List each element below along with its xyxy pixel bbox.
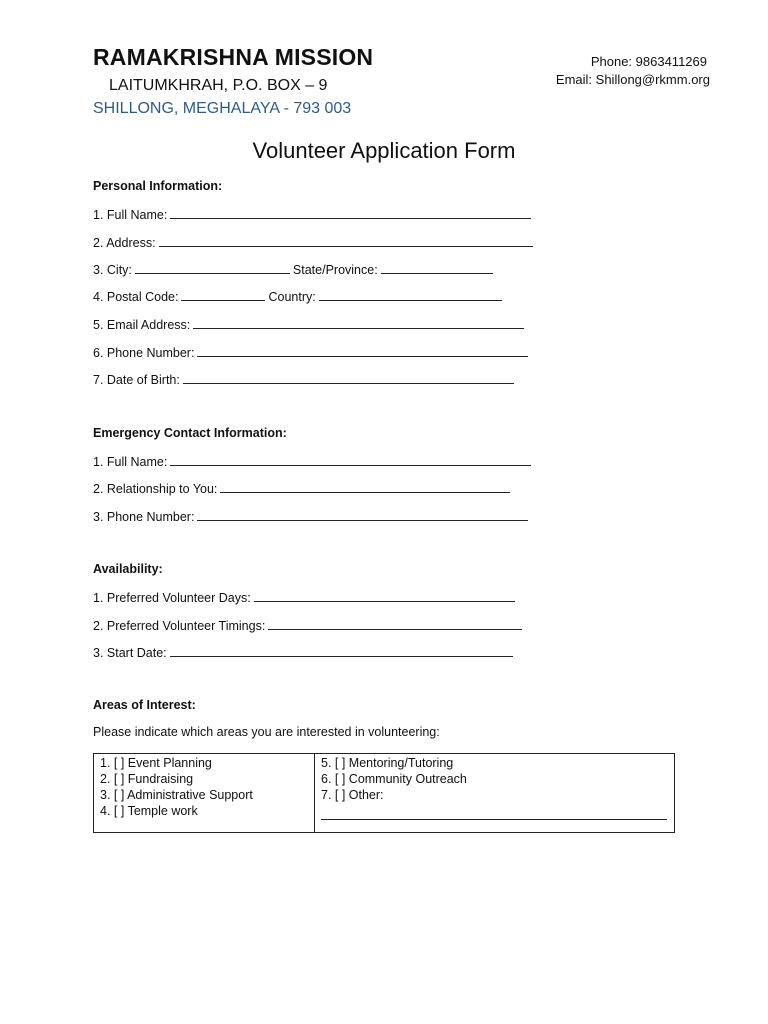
personal-country-input-line[interactable]: [319, 288, 502, 301]
interest-option-fundraising[interactable]: 2. [ ] Fundraising: [100, 772, 194, 786]
availability-timings-field[interactable]: [93, 617, 522, 633]
field-label: 2. Relationship to You:: [93, 482, 218, 496]
emergency-phone-input-line[interactable]: [197, 508, 528, 521]
availability-timings-input-line[interactable]: [268, 617, 522, 630]
interests-right-column: [315, 754, 675, 833]
interest-option-event-planning[interactable]: 1. [ ] Event Planning: [100, 756, 212, 770]
emergency-heading: Emergency Contact Information:: [93, 426, 287, 440]
personal-postal-country-field[interactable]: [93, 288, 502, 304]
address-line-2: SHILLONG, MEGHALAYA - 793 003: [93, 100, 352, 117]
availability-start-field[interactable]: [93, 644, 513, 660]
interests-heading: Areas of Interest:: [93, 698, 196, 712]
organization-name: RAMAKRISHNA MISSION: [93, 44, 374, 70]
interest-option-mentoring[interactable]: 5. [ ] Mentoring/Tutoring: [321, 756, 454, 770]
emergency-relationship-input-line[interactable]: [220, 480, 510, 493]
interest-other-input-line[interactable]: [321, 805, 667, 820]
interest-option-community-outreach[interactable]: 6. [ ] Community Outreach: [321, 772, 467, 786]
emergency-full-name-field[interactable]: [93, 453, 531, 469]
personal-dob-field[interactable]: [93, 371, 514, 387]
availability-days-field[interactable]: [93, 589, 515, 605]
field-label: 6. Phone Number:: [93, 346, 195, 360]
personal-email-input-line[interactable]: [193, 316, 524, 329]
field-label: 4. Postal Code:: [93, 290, 179, 304]
personal-full-name-field[interactable]: [93, 206, 531, 222]
availability-heading: Availability:: [93, 562, 163, 576]
personal-dob-input-line[interactable]: [183, 371, 514, 384]
personal-postal-input-line[interactable]: [181, 288, 265, 301]
email-text: Email: Shillong@rkmm.org: [555, 72, 710, 87]
field-label: 1. Full Name:: [93, 208, 168, 222]
field-label: 3. City:: [93, 263, 132, 277]
interests-left-column: [94, 754, 315, 833]
personal-phone-input-line[interactable]: [197, 344, 528, 357]
emergency-phone-field[interactable]: [93, 508, 528, 524]
availability-days-input-line[interactable]: [254, 589, 515, 602]
personal-info-heading: Personal Information:: [93, 179, 223, 193]
personal-phone-field[interactable]: [93, 344, 528, 360]
field-label: 2. Preferred Volunteer Timings:: [93, 619, 266, 633]
contact-block: [556, 53, 710, 89]
personal-email-field[interactable]: [93, 316, 524, 332]
field-label: Country:: [268, 290, 316, 304]
personal-address-input-line[interactable]: [159, 234, 533, 247]
personal-state-input-line[interactable]: [381, 261, 493, 274]
interests-intro: Please indicate which areas you are interested in volunteering:: [93, 725, 440, 739]
phone-text: Phone: 9863411269: [590, 54, 707, 69]
interest-option-other[interactable]: 7. [ ] Other:: [321, 788, 384, 802]
interests-table: [93, 753, 675, 833]
field-label: State/Province:: [292, 263, 378, 277]
personal-full-name-input-line[interactable]: [170, 206, 531, 219]
field-label: 3. Start Date:: [93, 646, 167, 660]
field-label: 5. Email Address:: [93, 318, 191, 332]
interest-option-temple-work[interactable]: 4. [ ] Temple work: [100, 804, 198, 818]
personal-address-field[interactable]: [93, 234, 533, 250]
emergency-relationship-field[interactable]: [93, 480, 510, 496]
field-label: 1. Preferred Volunteer Days:: [93, 591, 251, 605]
form-title: Volunteer Application Form: [252, 138, 516, 163]
field-label: 7. Date of Birth:: [93, 373, 180, 387]
availability-start-input-line[interactable]: [170, 644, 513, 657]
interest-option-administrative-support[interactable]: 3. [ ] Administrative Support: [100, 788, 253, 802]
field-label: 3. Phone Number:: [93, 510, 195, 524]
address-line-1: LAITUMKHRAH, P.O. BOX – 9: [109, 77, 328, 94]
emergency-full-name-input-line[interactable]: [170, 453, 531, 466]
personal-city-state-field[interactable]: [93, 261, 493, 277]
field-label: 2. Address:: [93, 236, 156, 250]
field-label: 1. Full Name:: [93, 455, 168, 469]
personal-city-input-line[interactable]: [135, 261, 290, 274]
